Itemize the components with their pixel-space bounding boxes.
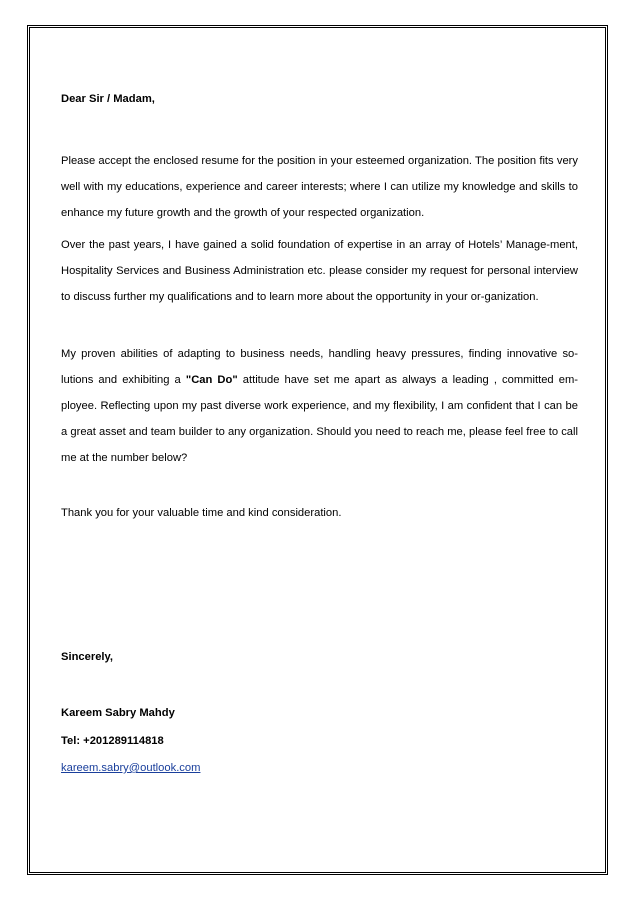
paragraph-3-text-start: My proven abilities of adapting to business needs, handling heavy pressures, finding innovative so-lutions and exhibiting a: [61, 348, 578, 386]
paragraph-3-text-end: attitude have set me apart as always a leading , committed em-ployee. Reflecting upon my past diverse work experience, and my flexibility, I am confident that I can be a great asset and team builder to any organization. Should you need to reach me, please feel free to call me at the number below?: [61, 374, 579, 464]
email-link[interactable]: kareem.sabry@outlook.com: [61, 762, 201, 774]
thank-you-line: Thank you for your valuable time and kind consideration.: [61, 507, 342, 519]
phone-number: Tel: +201289114818: [61, 735, 164, 747]
closing: Sincerely,: [61, 651, 114, 663]
salutation: Dear Sir / Madam,: [61, 93, 155, 105]
can-do-phrase: "Can Do": [185, 374, 238, 386]
paragraph-3: [61, 341, 578, 471]
signature-name: Kareem Sabry Mahdy: [61, 707, 175, 719]
paragraph-2: Over the past years, I have gained a solid foundation of expertise in an array of Hotels’ Manage-ment, Hospitality Services and Business Administration etc. please consider my request for personal interview to discuss further my qualifications and to learn more about the opportunity in your or-ganization.: [61, 239, 578, 303]
paragraph-1: Please accept the enclosed resume for the position in your esteemed organization. The position fits very well with my educations, experience and career interests; where I can utilize my knowledge and skills to enhance my future growth and the growth of your respected organization.: [61, 155, 578, 219]
